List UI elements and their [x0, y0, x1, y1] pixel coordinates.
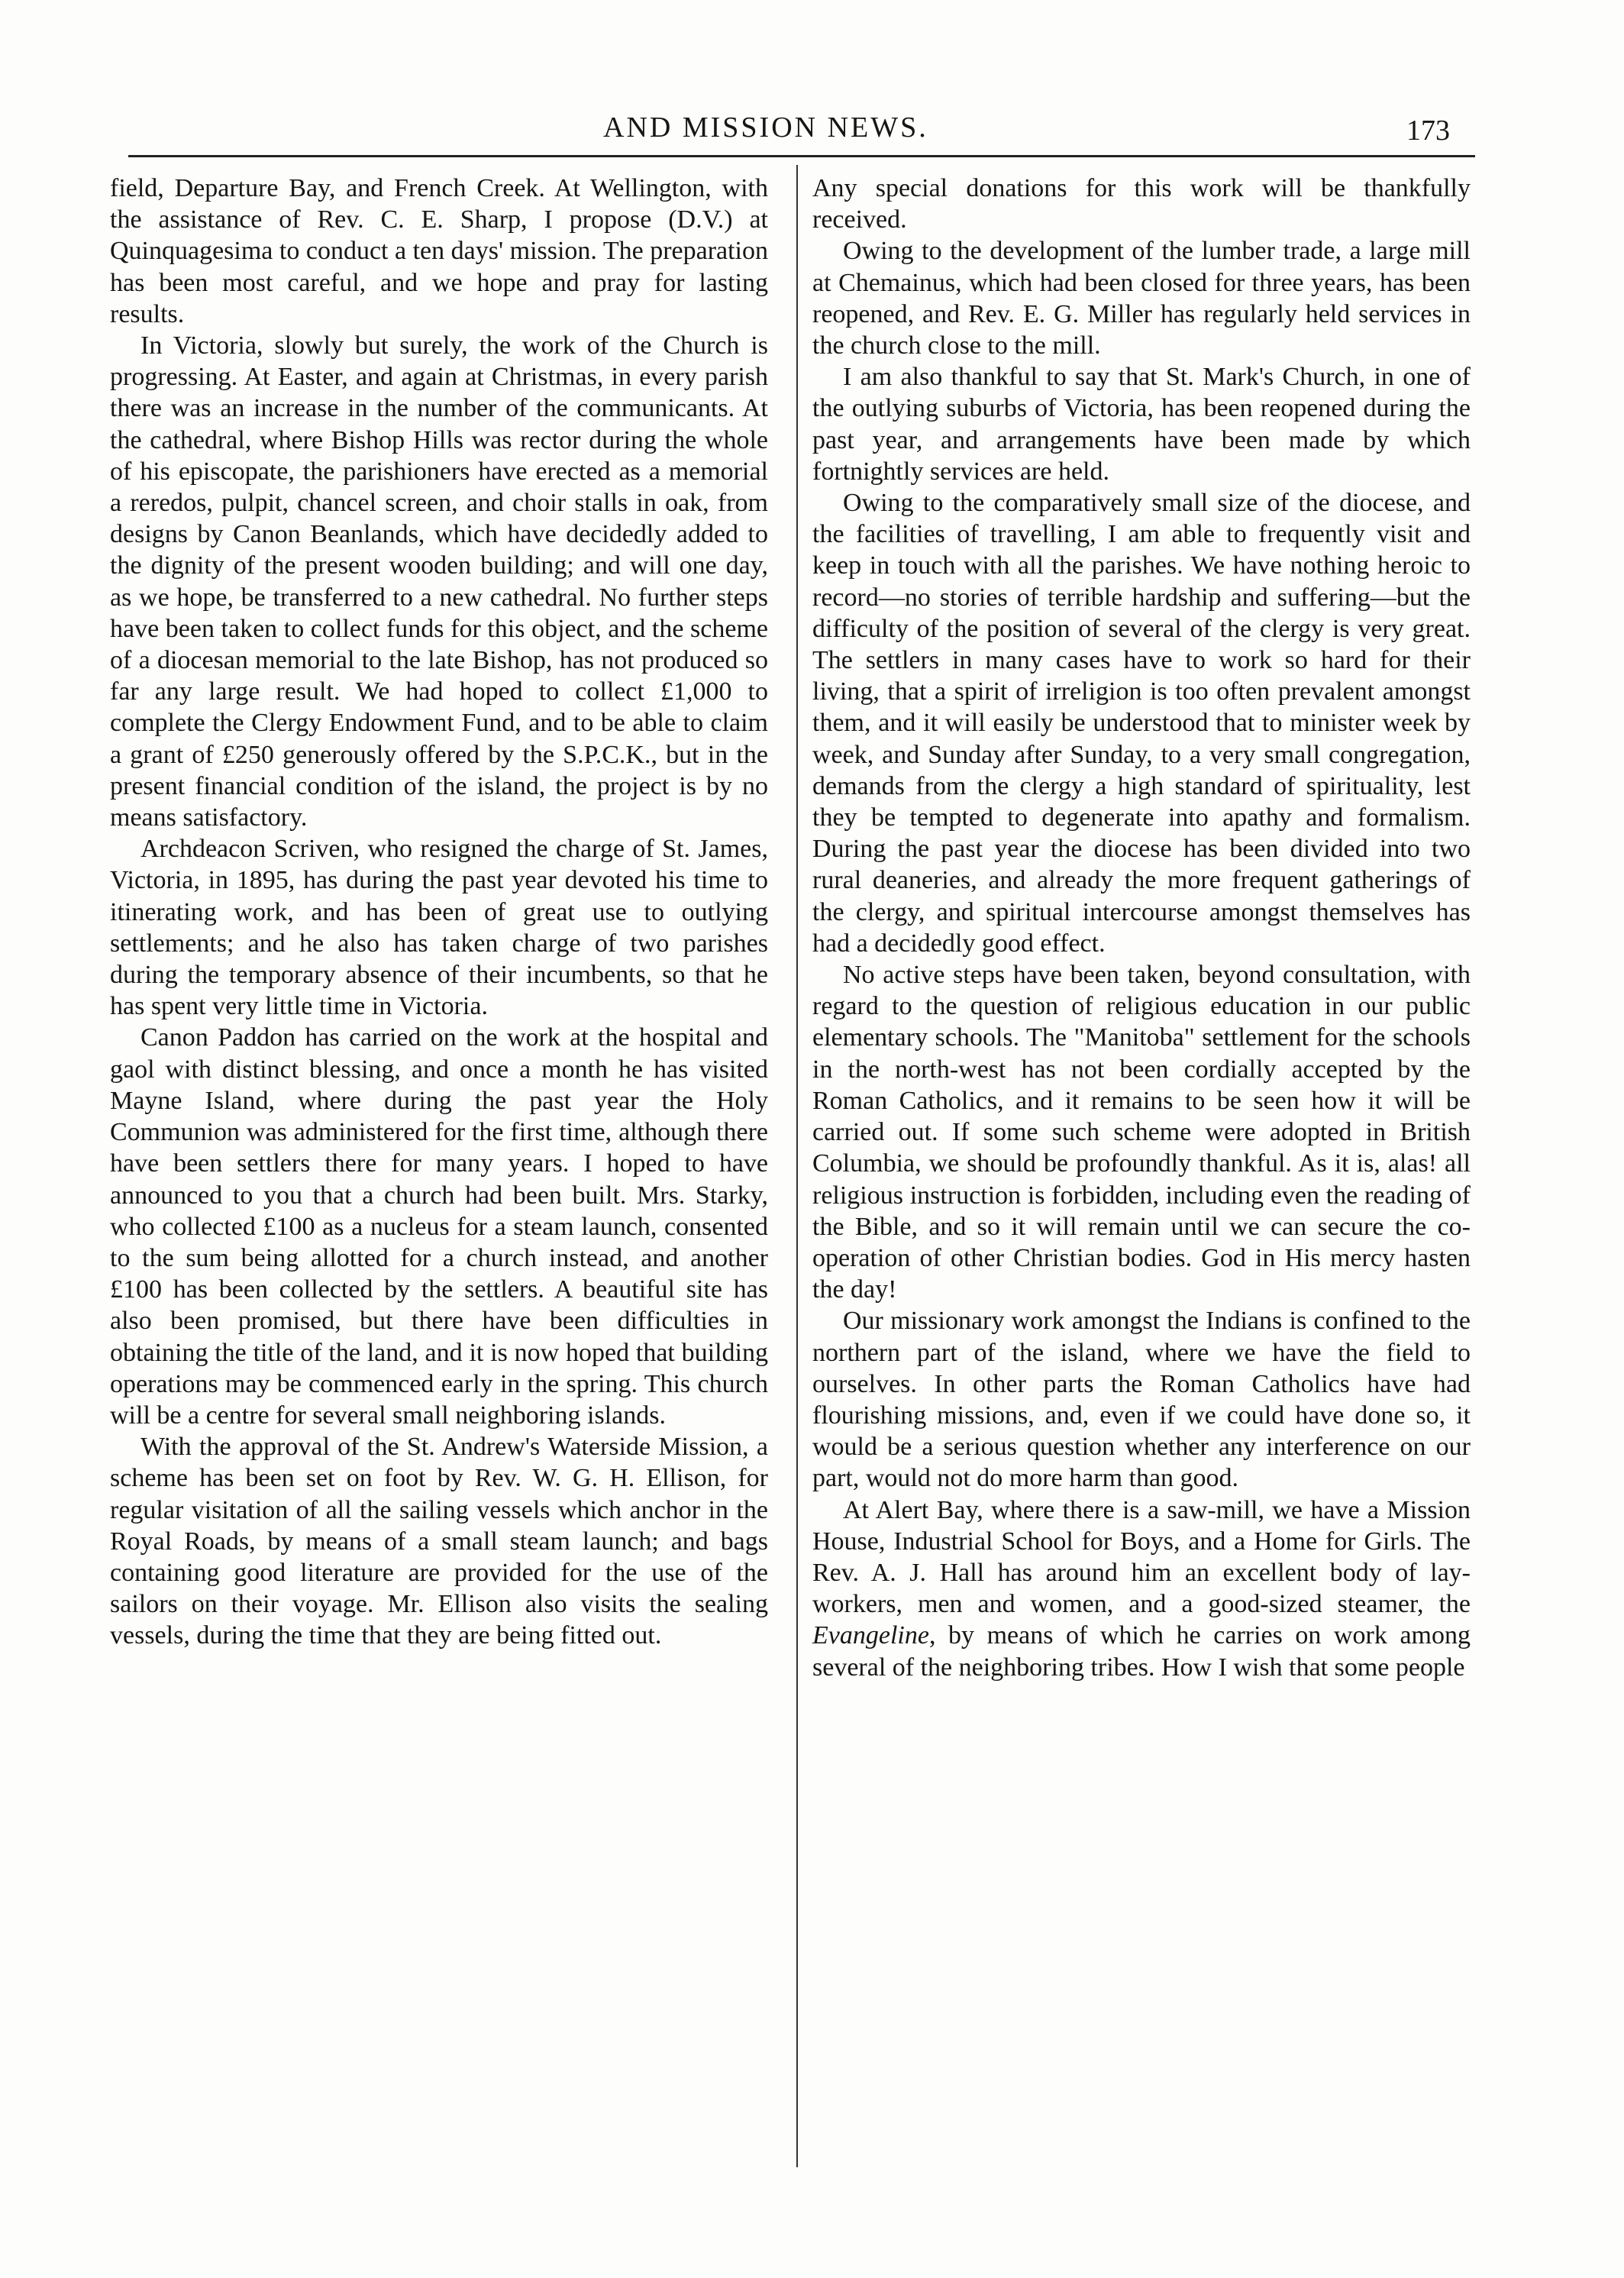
paragraph: Owing to the development of the lumber trade, a large mill at Chemainus, which had been closed for three years, has been reopened, and Rev. E. G. Miller has regularly held services in the church close to the mill. — [812, 237, 1471, 360]
ship-name: Evangeline — [812, 1621, 929, 1650]
running-head — [0, 113, 1624, 159]
column-divider — [796, 165, 798, 2167]
paragraph: With the approval of the St. Andrew's Waterside Mission, a scheme has been set on foot by Rev. W. G. H. Ellison, for regular visitation of all the sailing vessels which anchor in the Royal Roads, by means of a small steam launch; and bags containing good literature are provided for the use of the sailors on their voyage. Mr. Ellison also visits the sealing vessels, during the time that they are being fitted out. — [110, 1433, 768, 1650]
paragraph: Archdeacon Scriven, who resigned the charge of St. James, Victoria, in 1895, has during the past year devoted his time to itinerating work, and has been of great use to outlying settlements; and he also has taken charge of two parishes during the temporary absence of their incumbents, so that he has spent very little time in Victoria. — [110, 835, 768, 1021]
paragraph: At Alert Bay, where there is a saw-mill, we have a Mission House, Industrial School for Boys, and a Home for Girls. The Rev. A. J. Hall has around him an excellent body of lay-workers, men and women, and a good-sized steamer, the Evangeline, by means of which he carries on work among several of the neighboring tribes. How I wish that some people — [812, 1495, 1471, 1682]
paragraph: In Victoria, slowly but surely, the work of the Church is progressing. At Easter, and again at Christmas, in every parish there was an increase in the number of the communicants. At the cathedral, where Bishop Hills was rector during the whole of his episcopate, the parishioners have erected as a memorial a reredos, pulpit, chancel screen, and choir stalls in oak, from designs by Canon Beanlands, which have decidedly added to the dignity of the present wooden building; and will one day, as we hope, be transferred to a new cathedral. No further steps have been taken to collect funds for this object, and the scheme of a diocesan memorial to the late Bishop, has not produced so far any large result. We had hoped to collect £1,000 to complete the Clergy Endowment Fund, and to be able to claim a grant of £250 generously offered by the S.P.C.K., but in the present financial condition of the island, the project is by no means satisfactory. — [110, 331, 768, 832]
paragraph: Canon Paddon has carried on the work at the hospital and gaol with distinct blessing, and once a month he has visited Mayne Island, where during the past year the Holy Communion was administered for the first time, although there have been settlers there for many years. I hoped to have announced to you that a church had been built. Mrs. Starky, who collected £100 as a nucleus for a steam launch, consented to the sum being allotted for a church instead, and another £100 has been collected by the settlers. A beautiful site has also been promised, but there have been difficulties in obtaining the title of the land, and it is now hoped that building operations may be commenced early in the spring. This church will be a centre for several small neighboring islands. — [110, 1023, 768, 1430]
paragraph: field, Departure Bay, and French Creek. At Wellington, with the assistance of Rev. C. E. Sharp, I propose (D.V.) at Quinquagesima to conduct a ten days' mission. The preparation has been most careful, and we hope and pray for lasting results. — [110, 174, 768, 328]
running-title: AND MISSION NEWS. — [603, 111, 928, 144]
header-rule — [128, 155, 1475, 157]
paragraph: Owing to the comparatively small size of the diocese, and the facilities of travelling, I am able to frequently visit and keep in touch with all the parishes. We have nothing heroic to record—no stories of terrible hardship and suffering—but the difficulty of the position of several of the clergy is very great. The settlers in many cases have to work so hard for their living, that a spirit of irreligion is too often prevalent amongst them, and it will easily be understood that to minister week by week, and Sunday after Sunday, to a very small congregation, demands from the clergy a high standard of spirituality, lest they be tempted to degenerate into apathy and formalism. During the past year the diocese has been divided into two rural deaneries, and already the more frequent gatherings of the clergy, and spiritual intercourse amongst themselves has had a decidedly good effect. — [812, 489, 1471, 958]
paragraph: I am also thankful to say that St. Mark's Church, in one of the outlying suburbs of Victoria, has been reopened during the past year, and arrangements have been made by which fortnightly services are held. — [812, 363, 1471, 486]
paragraph: No active steps have been taken, beyond consultation, with regard to the question of religious education in our public elementary schools. The "Manitoba" settlement for the schools in the north-west has not been cordially accepted by the Roman Catholics, and it remains to be seen how it will be carried out. If some such scheme were adopted in British Columbia, we should be profoundly thankful. As it is, alas! all religious instruction is forbidden, including even the reading of the Bible, and so it will remain until we can secure the co-operation of other Christian bodies. God in His mercy hasten the day! — [812, 961, 1471, 1304]
right-column — [812, 173, 1471, 1683]
page-number: 173 — [1406, 115, 1450, 147]
paragraph: Our missionary work amongst the Indians is confined to the northern part of the island, where we have the field to ourselves. In other parts the Roman Catholics have had flourishing missions, and, even if we could have done so, it would be a serious question whether any interference on our part, would not do more harm than good. — [812, 1307, 1471, 1493]
paragraph: Any special donations for this work will be thankfully received. — [812, 174, 1471, 234]
left-column — [110, 173, 768, 1652]
